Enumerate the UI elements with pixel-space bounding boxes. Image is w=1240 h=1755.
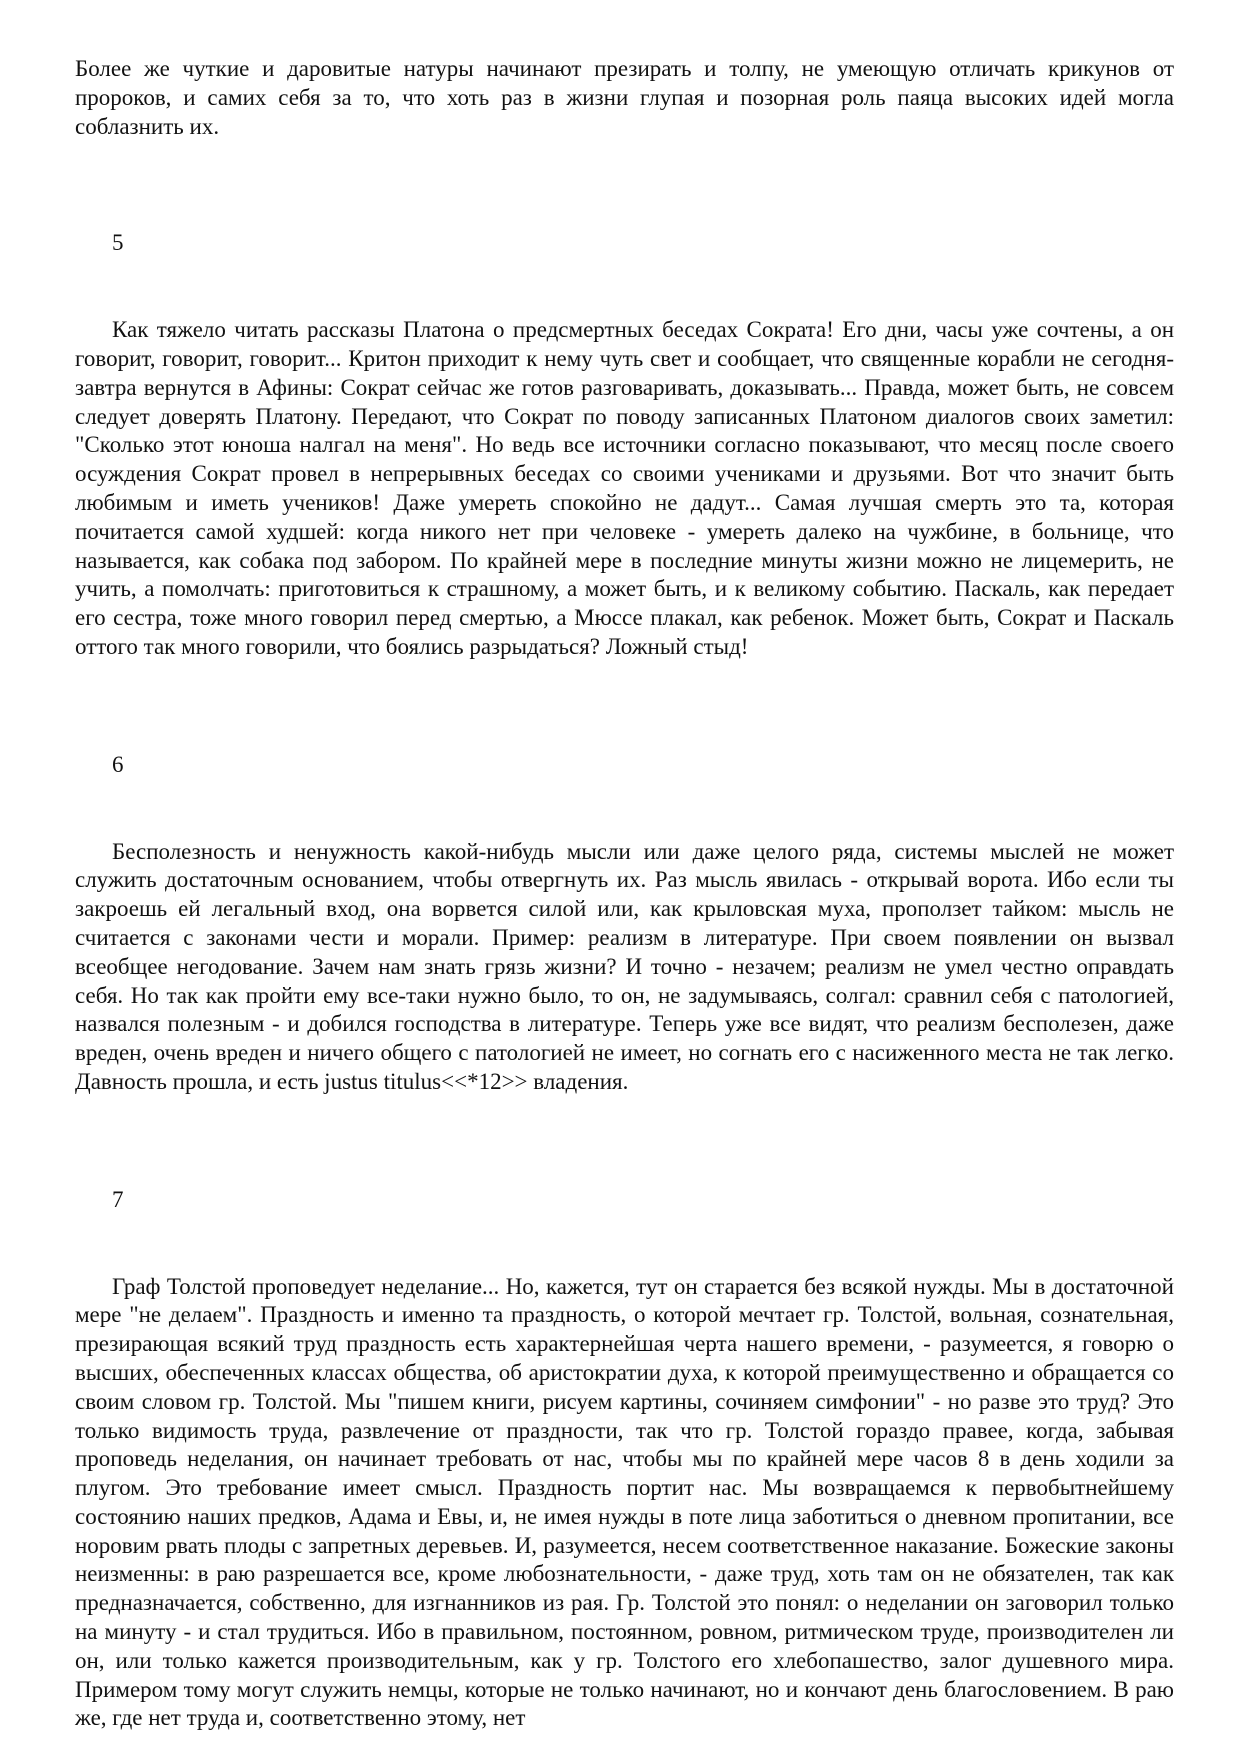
section-number: 7 xyxy=(112,1186,124,1212)
section-7 xyxy=(75,1186,1174,1734)
section-6 xyxy=(75,751,1174,1097)
section-number: 5 xyxy=(112,230,124,256)
section-paragraph: Как тяжело читать рассказы Платона о предсмертных беседах Сократа! Его дни, часы уже сочтены, а он говорит, говорит, говорит... Критон приходит к нему чуть свет и сообщает, что священные корабли не сегодня-завтра вернутся в Афины: Сократ сейчас же готов разговаривать, доказывать... Правда, может быть, не совсем следует доверять Платону. Передают, что Сократ по поводу записанных Платоном диалогов своих заметил: "Сколько этот юноша налгал на меня". Но ведь все источники согласно показывают, что месяц после своего осуждения Сократ провел в непрерывных беседах со своими учениками и друзьями. Вот что значит быть любимым и иметь учеников! Даже умереть спокойно не дадут... Самая лучшая смерть это та, которая почитается самой худшей: когда никого нет при человеке - умереть далеко на чужбине, в больнице, что называется, как собака под забором. По крайней мере в последние минуты жизни можно не лицемерить, не учить, а помолчать: приготовиться к страшному, а может быть, и к великому событию. Паскаль, как передает его сестра, тоже много говорил перед смертью, а Мюссе плакал, как ребенок. Может быть, Сократ и Паскаль оттого так много говорили, что боялись разрыдаться? Ложный стыд! xyxy=(75,317,1174,659)
section-paragraph: Граф Толстой проповедует неделание... Но, кажется, тут он старается без всякой нужды. Мы в достаточной мере "не делаем". Праздность и именно та праздность, о которой мечтает гр. Толстой, вольная, сознательная, презирающая всякий труд праздность есть характернейшая черта нашего времени, - разумеется, я говорю о высших, обеспеченных классах общества, об аристократии духа, к которой преимущественно и обращается со своим словом гр. Толстой. Мы "пишем книги, рисуем картины, сочиняем симфонии" - но разве это труд? Это только видимость труда, развлечение от праздности, так что гр. Толстой гораздо правее, когда, забывая проповедь неделания, он начинает требовать от нас, чтобы мы по крайней мере часов 8 в день ходили за плугом. Это требование имеет смысл. Праздность портит нас. Мы возвращаемся к первобытнейшему состоянию наших предков, Адама и Евы, и, не имея нужды в поте лица заботиться о дневном пропитании, все норовим рвать плоды с запретных деревьев. И, разумеется, несем соответственное наказание. Божеские законы неизменны: в раю разрешается все, кроме любознательности, - даже труд, хоть там он не обязателен, так как предназначается, собственно, для изгнанников из рая. Гр. Толстой это понял: о неделании он заговорил только на минуту - и стал трудиться. Ибо в правильном, постоянном, ровном, ритмическом труде, производителен ли он, или только кажется производительным, как у гр. Толстого его хлебопашество, залог душевного мира. Примером тому могут служить немцы, которые не только начинают, но и кончают день благословением. В раю же, где нет труда и, соответственно этому, нет xyxy=(75,1273,1174,1731)
section-5 xyxy=(75,229,1174,661)
section-paragraph: Бесполезность и ненужность какой-нибудь мысли или даже целого ряда, системы мыслей не может служить достаточным основанием, чтобы отвергнуть их. Раз мысль явилась - открывай ворота. Ибо если ты закроешь ей легальный вход, она ворвется силой или, как крыловская муха, проползет тайком: мысль не считается с законами чести и морали. Пример: реализм в литературе. При своем появлении он вызвал всеобщее негодование. Зачем нам знать грязь жизни? И точно - незачем; реализм не умел честно оправдать себя. Но так как пройти ему все-таки нужно было, то он, не задумываясь, солгал: сравнил себя с патологией, назвался полезным - и добился господства в литературе. Теперь уже все видят, что реализм бесполезен, даже вреден, очень вреден и ничего общего с патологией не имеет, но согнать его с насиженного места не так легко. Давность прошла, и есть justus titulus<<*12>> владения. xyxy=(75,838,1174,1094)
intro-paragraph: Более же чуткие и даровитые натуры начинают презирать и толпу, не умеющую отличать крикунов от пророков, и самих себя за то, что хоть раз в жизни глупая и позорная роль паяца высоких идей могла соблазнить их. xyxy=(75,56,1174,139)
section-number: 6 xyxy=(112,751,124,777)
